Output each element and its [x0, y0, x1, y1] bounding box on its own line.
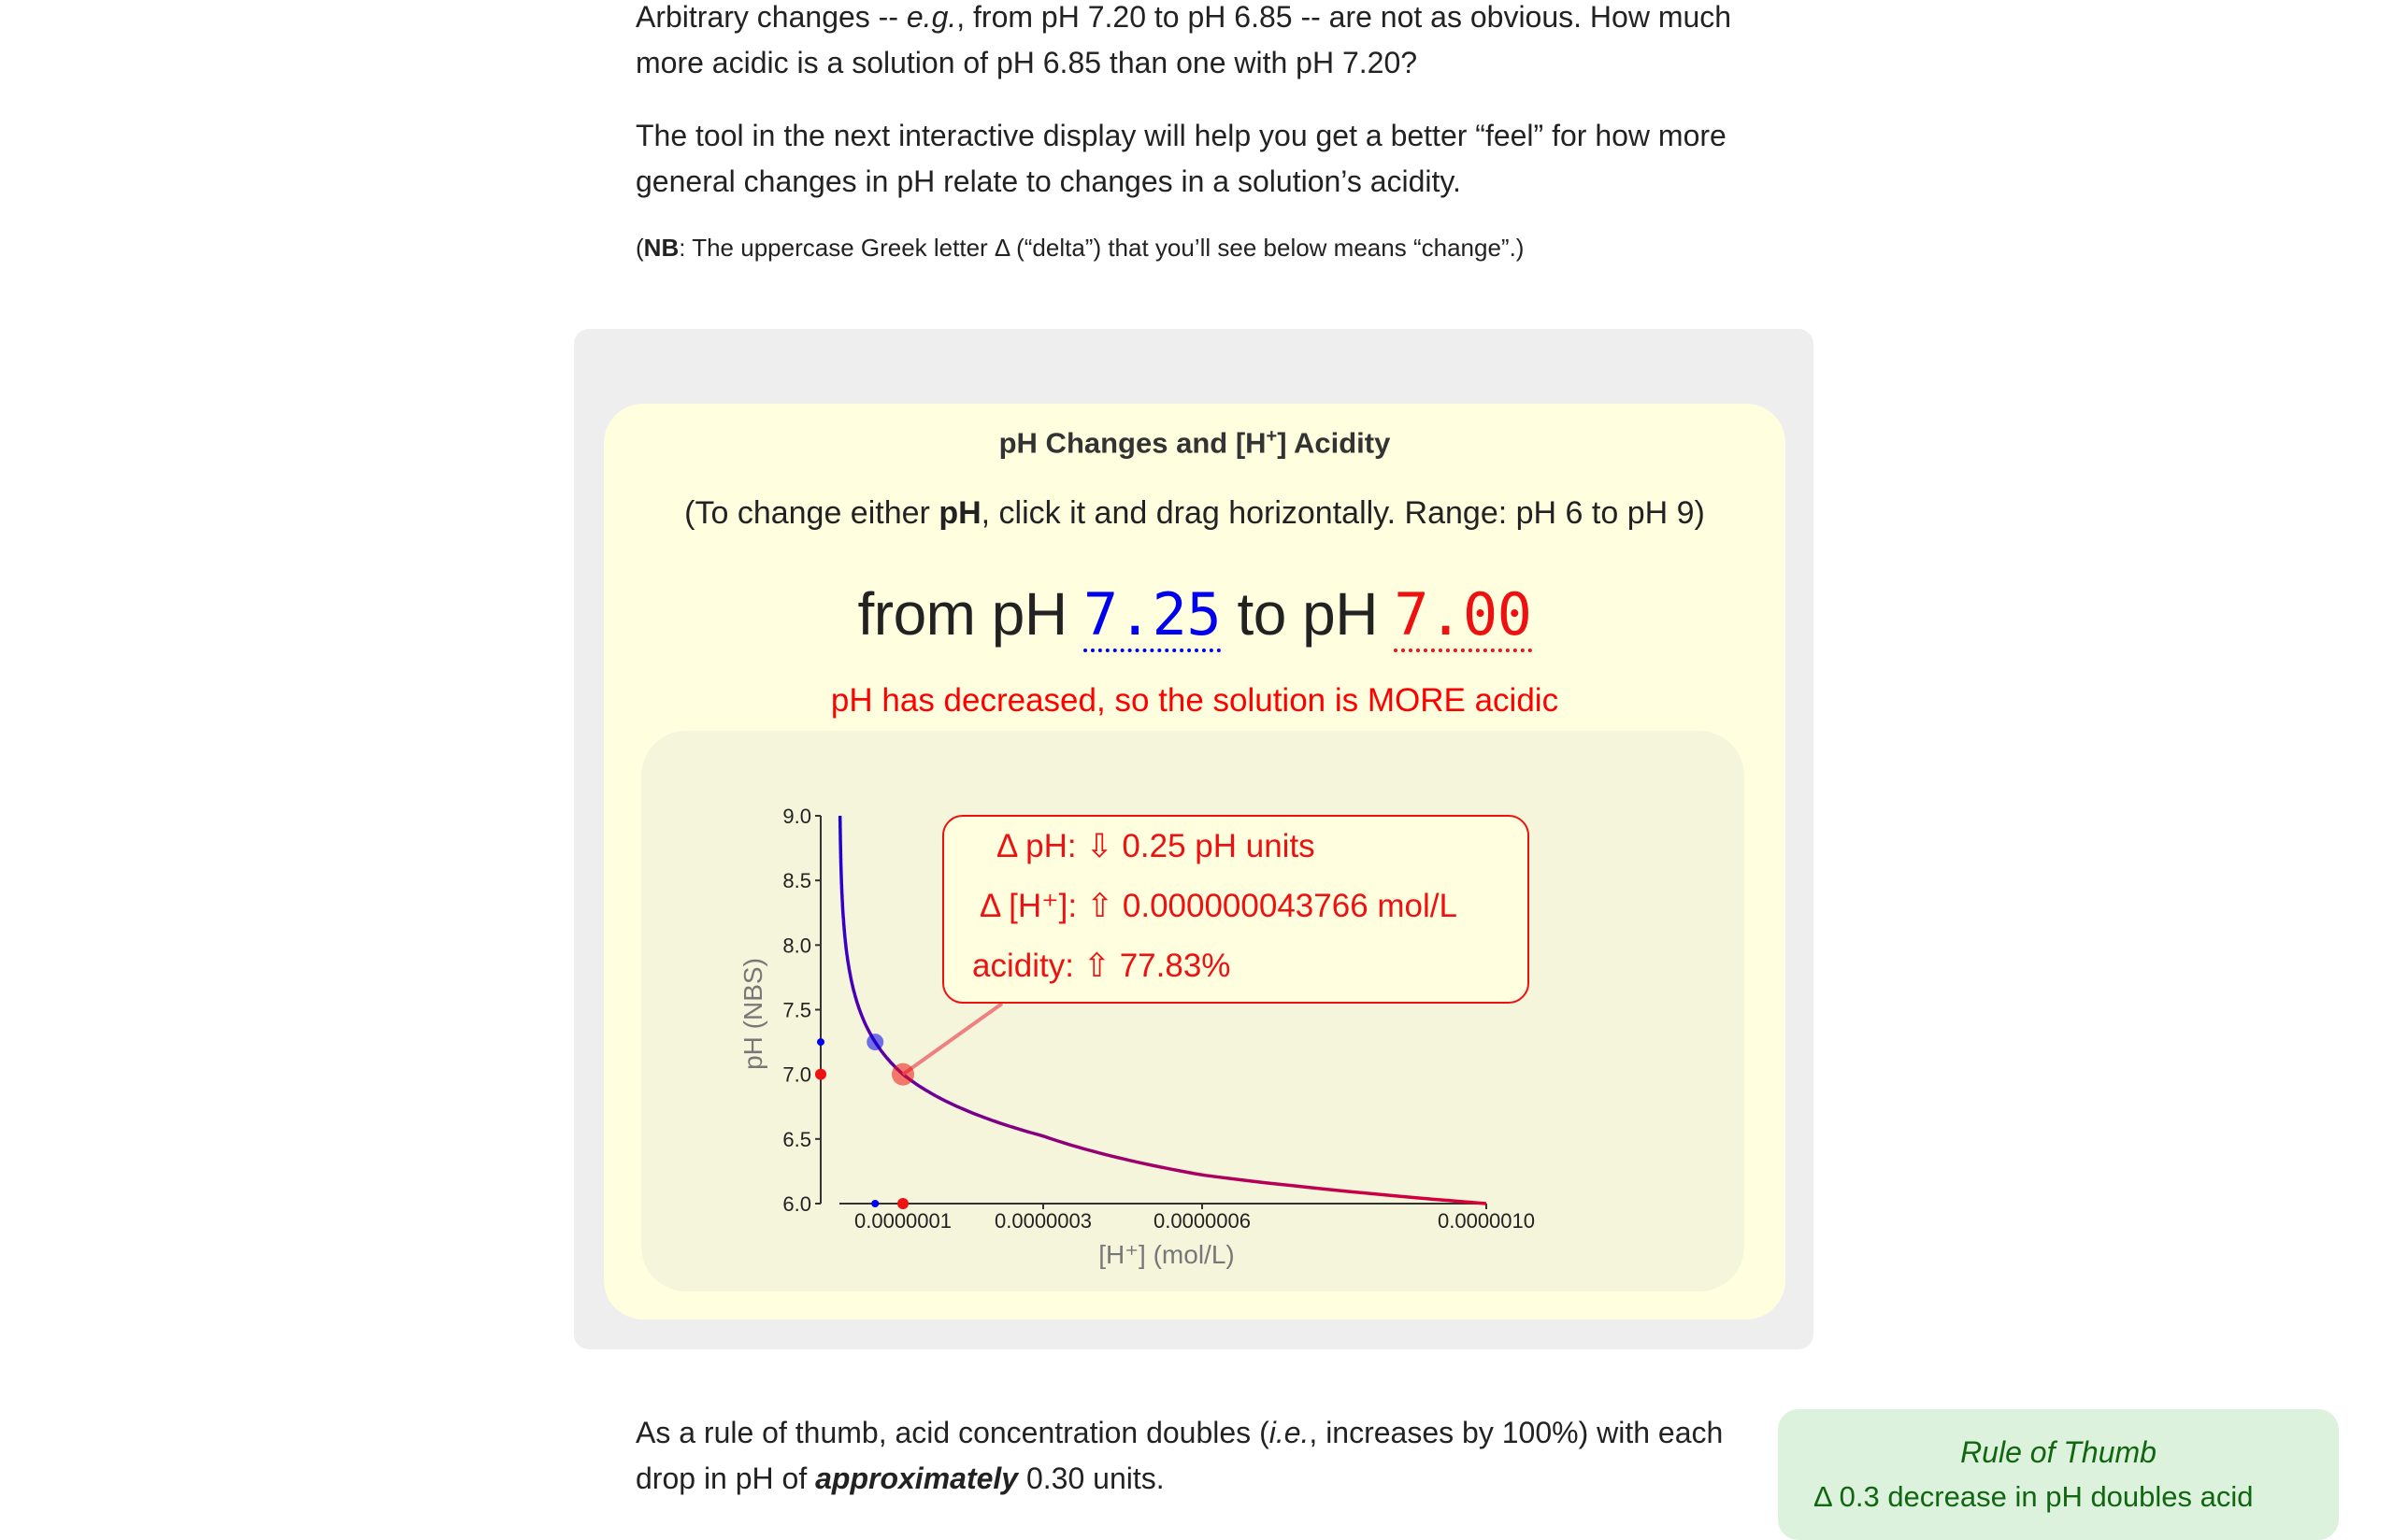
delta-h-label: Δ [H⁺]: — [980, 888, 1086, 924]
y-tick-label: 8.5 — [782, 869, 811, 893]
nb-text: : The uppercase Greek letter Δ (“delta”) that you’ll see below means “change”.) — [679, 234, 1525, 262]
y-tick-label: 9.0 — [782, 805, 811, 828]
from-ph-draggable[interactable]: 7.25 — [1083, 580, 1221, 652]
to-label: to pH — [1221, 580, 1395, 648]
intro-text: Arbitrary changes -- — [636, 0, 907, 34]
title-text: ] Acidity — [1277, 426, 1391, 460]
instructions-text: (To change either — [684, 495, 939, 531]
to-point — [892, 1063, 914, 1086]
outro-text: As a rule of thumb, acid concentration doubles ( — [636, 1416, 1269, 1449]
delta-h-line — [980, 888, 1457, 925]
y-tick-label: 8.0 — [782, 934, 811, 958]
delta-ph-line — [996, 828, 1315, 865]
intro-paragraph-2: The tool in the next interactive display will help you get a better “feel” for how more general changes in pH relate to changes in a solution’s acidity. — [636, 119, 1727, 198]
info-box — [942, 815, 1529, 1004]
x-tick-label: 0.0000001 — [854, 1209, 952, 1233]
title-superscript: + — [1266, 426, 1278, 447]
title-text: pH Changes and [H — [998, 426, 1267, 460]
chart-marks — [815, 1034, 914, 1209]
y-axis-label: pH (NBS) — [738, 958, 767, 1070]
delta-ph-value: 0.25 pH units — [1112, 828, 1315, 864]
outro-text: , increases by 100%) with each drop in pH of — [636, 1416, 1724, 1495]
x-tick-label: 0.0000006 — [1154, 1209, 1251, 1233]
status-message: pH has decreased, so the solution is MORE acidic — [830, 682, 1559, 719]
from-y-marker — [817, 1038, 824, 1046]
rule-of-thumb-box — [1778, 1409, 2339, 1540]
intro-text: , from pH 7.20 to pH 6.85 -- are not as obvious. How much more acidic is a solution of pH 6.85 than one with pH 7.20? — [636, 0, 1732, 79]
rule-text: Δ 0.3 decrease in pH doubles acid — [1813, 1480, 2254, 1513]
delta-ph-label: Δ pH: — [996, 828, 1086, 864]
up-arrow-icon: ⇧ — [1082, 948, 1111, 984]
acidity-line — [972, 948, 1230, 985]
nb-label: NB — [643, 234, 680, 262]
up-arrow-icon: ⇧ — [1085, 888, 1114, 924]
nb-open: ( — [636, 234, 644, 262]
acidity-label: acidity: — [972, 948, 1083, 984]
intro-emphasis: e.g. — [906, 0, 957, 34]
y-tick-label: 7.5 — [782, 998, 811, 1022]
acidity-value: 77.83% — [1110, 948, 1231, 984]
to-ph-draggable[interactable]: 7.00 — [1394, 580, 1531, 652]
x-tick-label: 0.0000010 — [1438, 1209, 1535, 1233]
y-tick-label: 6.0 — [782, 1192, 811, 1216]
outro-emphasis: i.e. — [1268, 1416, 1310, 1449]
from-label: from pH — [857, 580, 1083, 648]
outro-strong: approximately — [815, 1462, 1019, 1495]
to-x-marker — [897, 1198, 909, 1209]
y-tick-label: 7.0 — [782, 1062, 811, 1087]
instructions-text: , click it and drag horizontally. Range: pH 6 to pH 9) — [981, 495, 1705, 531]
x-axis-label: [H⁺] (mol/L) — [1098, 1240, 1235, 1269]
rule-title: Rule of Thumb — [1960, 1435, 2157, 1469]
down-arrow-icon: ⇩ — [1085, 828, 1113, 864]
to-y-marker — [815, 1069, 826, 1080]
x-tick-label: 0.0000003 — [995, 1209, 1092, 1233]
outro-paragraph — [636, 1410, 1767, 1502]
from-point — [867, 1034, 883, 1050]
y-tick-label: 6.5 — [782, 1127, 811, 1151]
outro-text: 0.30 units. — [1018, 1462, 1165, 1495]
info-connector-line — [903, 1004, 1002, 1075]
delta-h-value: 0.000000043766 mol/L — [1113, 888, 1457, 924]
instructions-bold: pH — [939, 495, 982, 531]
from-x-marker — [871, 1200, 879, 1207]
